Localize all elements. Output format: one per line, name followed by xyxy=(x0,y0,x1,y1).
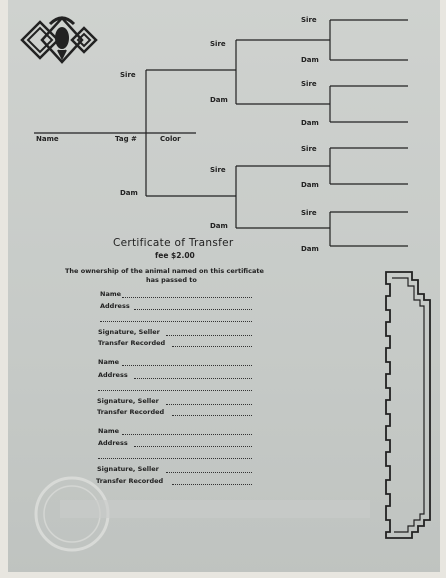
sire-label: Sire xyxy=(301,209,317,217)
transfer-recorded-label: Transfer Recorded xyxy=(96,477,164,485)
new-owner-address-label: Address xyxy=(100,302,130,310)
color-label: Color xyxy=(160,135,181,143)
address-line-2 xyxy=(98,458,252,459)
new-owner-address-line xyxy=(134,378,252,379)
dam-label: Dam xyxy=(210,96,228,104)
transfer-recorded-line xyxy=(172,484,252,485)
dam-label: Dam xyxy=(301,181,319,189)
address-line-2 xyxy=(100,321,252,322)
new-owner-address-label: Address xyxy=(98,371,128,379)
new-owner-address-label: Address xyxy=(98,439,128,447)
transfer-recorded-label: Transfer Recorded xyxy=(97,408,165,416)
sire-label: Sire xyxy=(301,80,317,88)
new-owner-address-line xyxy=(134,309,252,310)
transfer-recorded-label: Transfer Recorded xyxy=(98,339,166,347)
seller-signature-label: Signature, Seller xyxy=(97,465,159,473)
new-owner-address-line xyxy=(134,446,252,447)
address-line-2 xyxy=(98,390,252,391)
dam-label: Dam xyxy=(301,245,319,253)
seller-signature-line xyxy=(166,472,252,473)
transfer-title: Certificate of Transfer xyxy=(113,237,234,249)
sire-label: Sire xyxy=(210,166,226,174)
name-label: Name xyxy=(36,135,59,143)
transfer-fee: fee $2.00 xyxy=(155,251,195,260)
seller-signature-line xyxy=(166,335,252,336)
new-owner-name-line xyxy=(122,297,252,298)
transfer-statement: has passed to xyxy=(146,276,197,284)
tag-label: Tag # xyxy=(115,135,137,143)
sire-label: Sire xyxy=(301,145,317,153)
dam-label: Dam xyxy=(301,119,319,127)
new-owner-name-label: Name xyxy=(100,290,122,298)
dam-label: Dam xyxy=(301,56,319,64)
sire-label: Sire xyxy=(301,16,317,24)
dam-label: Dam xyxy=(210,222,228,230)
sire-label: Sire xyxy=(210,40,226,48)
new-owner-name-label: Name xyxy=(98,427,120,435)
goat-logo-icon xyxy=(22,18,96,62)
new-owner-name-line xyxy=(122,434,252,435)
dam-label: Dam xyxy=(120,189,138,197)
seller-signature-line xyxy=(166,404,252,405)
transfer-recorded-line xyxy=(172,415,252,416)
seller-signature-label: Signature, Seller xyxy=(98,328,160,336)
new-owner-name-line xyxy=(122,365,252,366)
new-owner-name-label: Name xyxy=(98,358,120,366)
transfer-recorded-line xyxy=(172,346,252,347)
sire-label: Sire xyxy=(120,71,136,79)
transfer-statement: The ownership of the animal named on this certificate xyxy=(65,267,264,275)
seller-signature-label: Signature, Seller xyxy=(97,397,159,405)
